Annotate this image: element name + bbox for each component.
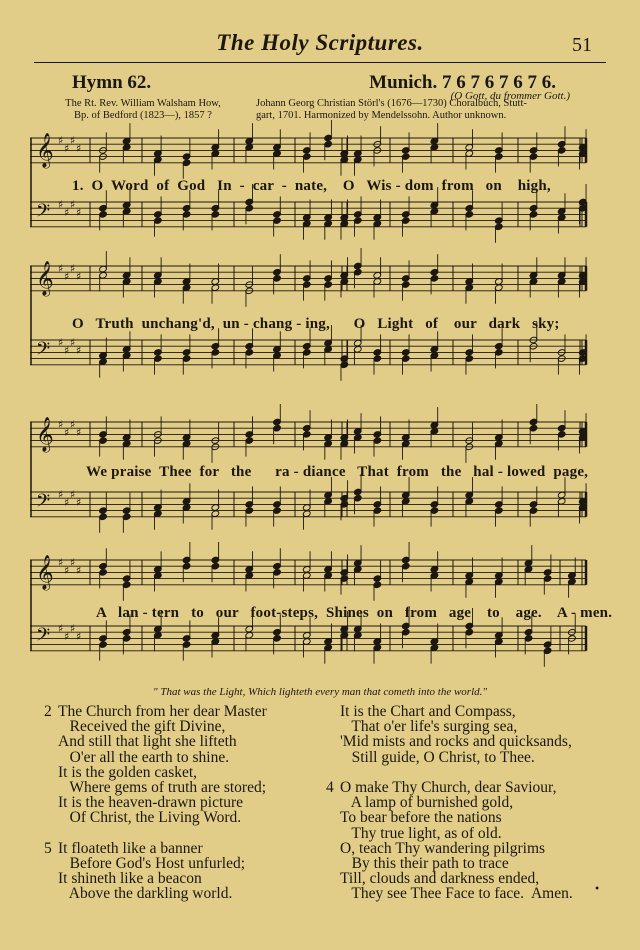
treble-clef-icon: 𝄞 [36, 555, 54, 590]
author-credit-line: The Rt. Rev. William Walsham How, [65, 98, 221, 109]
verse-text: O make Thy Church, dear Saviour, [340, 778, 557, 796]
sharp-icon: ♯ [76, 206, 82, 219]
verse-line [326, 795, 573, 810]
verse-text: By this their path to trace [340, 854, 509, 872]
verse-line [44, 704, 267, 719]
sharp-icon: ♯ [58, 418, 64, 431]
bass-clef-icon: 𝄢 [36, 339, 51, 364]
sharp-icon: ♯ [58, 488, 64, 501]
sharp-icon: ♯ [58, 198, 64, 211]
sharp-icon: ♯ [58, 556, 64, 569]
sharp-icon: ♯ [64, 270, 70, 283]
verse-line [326, 734, 573, 749]
sharp-icon: ♯ [58, 622, 64, 635]
verse-text: It is the heaven-drawn picture [58, 794, 244, 812]
sharp-icon: ♯ [70, 262, 76, 275]
verse-line [326, 841, 573, 856]
verse-line [44, 780, 267, 795]
sharp-icon: ♯ [70, 336, 76, 349]
treble-clef-icon: 𝄞 [36, 417, 54, 452]
sharp-icon: ♯ [70, 198, 76, 211]
tune-name: Munich. 7 6 7 6 7 6 7 6. [369, 72, 556, 93]
verse-text: O, teach Thy wandering pilgrims [340, 839, 546, 857]
verse-line [326, 886, 573, 901]
verse-line [44, 826, 267, 841]
verse-line [326, 750, 573, 765]
sharp-icon: ♯ [76, 426, 82, 439]
hymn-number: Hymn 62. [72, 72, 152, 93]
ornament-dot: • [594, 884, 600, 895]
bass-clef-icon: 𝄢 [36, 491, 51, 516]
verse-number: 5 [44, 839, 52, 857]
verse-text: A lamp of burnished gold, [340, 794, 514, 812]
author-credit-line: Bp. of Bedford (1823—), 1857 ? [74, 110, 212, 121]
verse-text: Of Christ, the Living Word. [58, 809, 242, 827]
verse-line [44, 750, 267, 765]
sharp-icon: ♯ [64, 344, 70, 357]
verse-text: Till, clouds and darkness ended, [340, 870, 540, 888]
music-credit-line: Johann Georg Christian Störl's (1676—1730) Choralbuch, Stutt- [256, 98, 527, 109]
verse-text: Still guide, O Christ, to Thee. [340, 748, 535, 766]
verse-line [326, 856, 573, 871]
bass-clef-icon: 𝄢 [36, 625, 51, 650]
music-credit [256, 98, 586, 122]
sharp-icon: ♯ [70, 418, 76, 431]
sharp-icon: ♯ [64, 142, 70, 155]
lyric-line-1: 1. O Word of God In - car - nate, O Wis - dom from on high, [72, 178, 551, 194]
verses-right-column [326, 704, 573, 901]
lyric-line-2: O Truth unchang'd, un - chang - ing, O Light of our dark sky; [72, 316, 560, 332]
verse-text: The Church from her dear Master [58, 703, 267, 720]
verse-line [326, 704, 573, 719]
music-credit-line: gart, 1701. Harmonized by Mendelssohn. Author unknown. [256, 110, 507, 121]
verse-line [326, 780, 573, 795]
sharp-icon: ♯ [58, 262, 64, 275]
bass-clef-icon: 𝄢 [36, 201, 51, 226]
verse-line [326, 719, 573, 734]
verses-left-column [44, 704, 267, 901]
sharp-icon: ♯ [70, 488, 76, 501]
verse-text: 'Mid mists and rocks and quicksands, [340, 733, 572, 751]
verse-text: Received the gift Divine, [58, 718, 226, 736]
verse-text: It shineth like a beacon [58, 870, 202, 888]
sharp-icon: ♯ [64, 496, 70, 509]
sharp-icon: ♯ [64, 564, 70, 577]
sharp-icon: ♯ [70, 622, 76, 635]
verse-line [326, 826, 573, 841]
verse-line [44, 886, 267, 901]
sharp-icon: ♯ [76, 344, 82, 357]
verse-line [44, 841, 267, 856]
verse-number: 2 [44, 703, 52, 720]
verse-number: 4 [326, 778, 334, 796]
verse-text: And still that light she lifteth [58, 733, 237, 751]
sharp-icon: ♯ [64, 426, 70, 439]
sharp-icon: ♯ [70, 556, 76, 569]
verse-text: It floateth like a banner [58, 839, 203, 857]
verse-text: It is the Chart and Compass, [340, 703, 516, 720]
verse-line [44, 719, 267, 734]
verse-line [326, 765, 573, 780]
verse-text: It is the golden casket, [58, 763, 198, 781]
verse-text: Where gems of truth are stored; [58, 778, 267, 796]
lyric-line-3: We praise Thee for the ra - diance That from the hal - lowed page, [86, 464, 589, 480]
scripture-quote: " That was the Light, Which lighteth every man that cometh into the world." [152, 686, 487, 698]
verse-line [326, 871, 573, 886]
header-rule [34, 62, 606, 63]
tune-alternate-title: (O Gott, du frommer Gott.) [450, 90, 570, 102]
sharp-icon: ♯ [64, 206, 70, 219]
verse-text: O'er all the earth to shine. [58, 748, 230, 766]
sharp-icon: ♯ [76, 496, 82, 509]
verse-line [44, 765, 267, 780]
verse-text: Thy true light, as of old. [340, 824, 502, 842]
sharp-icon: ♯ [58, 134, 64, 147]
sharp-icon: ♯ [64, 630, 70, 643]
sharp-icon: ♯ [76, 142, 82, 155]
sharp-icon: ♯ [76, 270, 82, 283]
page-number: 51 [572, 34, 592, 56]
sharp-icon: ♯ [76, 630, 82, 643]
verse-line [44, 871, 267, 886]
verse-line [44, 856, 267, 871]
sharp-icon: ♯ [76, 564, 82, 577]
lyric-line-4: A lan - tern to our foot-steps, Shines on from age to age. A - men. [96, 605, 613, 621]
verse-line [44, 795, 267, 810]
verse-text: Before God's Host unfurled; [58, 854, 246, 872]
sharp-icon: ♯ [70, 134, 76, 147]
verse-line [44, 734, 267, 749]
verse-line [326, 810, 573, 825]
running-head: The Holy Scriptures. [216, 30, 424, 55]
author-credit [36, 98, 250, 122]
verse-text: To bear before the nations [340, 809, 502, 827]
verse-text: Above the darkling world. [58, 885, 233, 903]
verse-text: They see Thee Face to face. Amen. [340, 885, 573, 903]
sharp-icon: ♯ [58, 336, 64, 349]
verse-line [44, 810, 267, 825]
verse-text: That o'er life's surging sea, [340, 718, 518, 736]
treble-clef-icon: 𝄞 [36, 261, 54, 296]
treble-clef-icon: 𝄞 [36, 133, 54, 168]
